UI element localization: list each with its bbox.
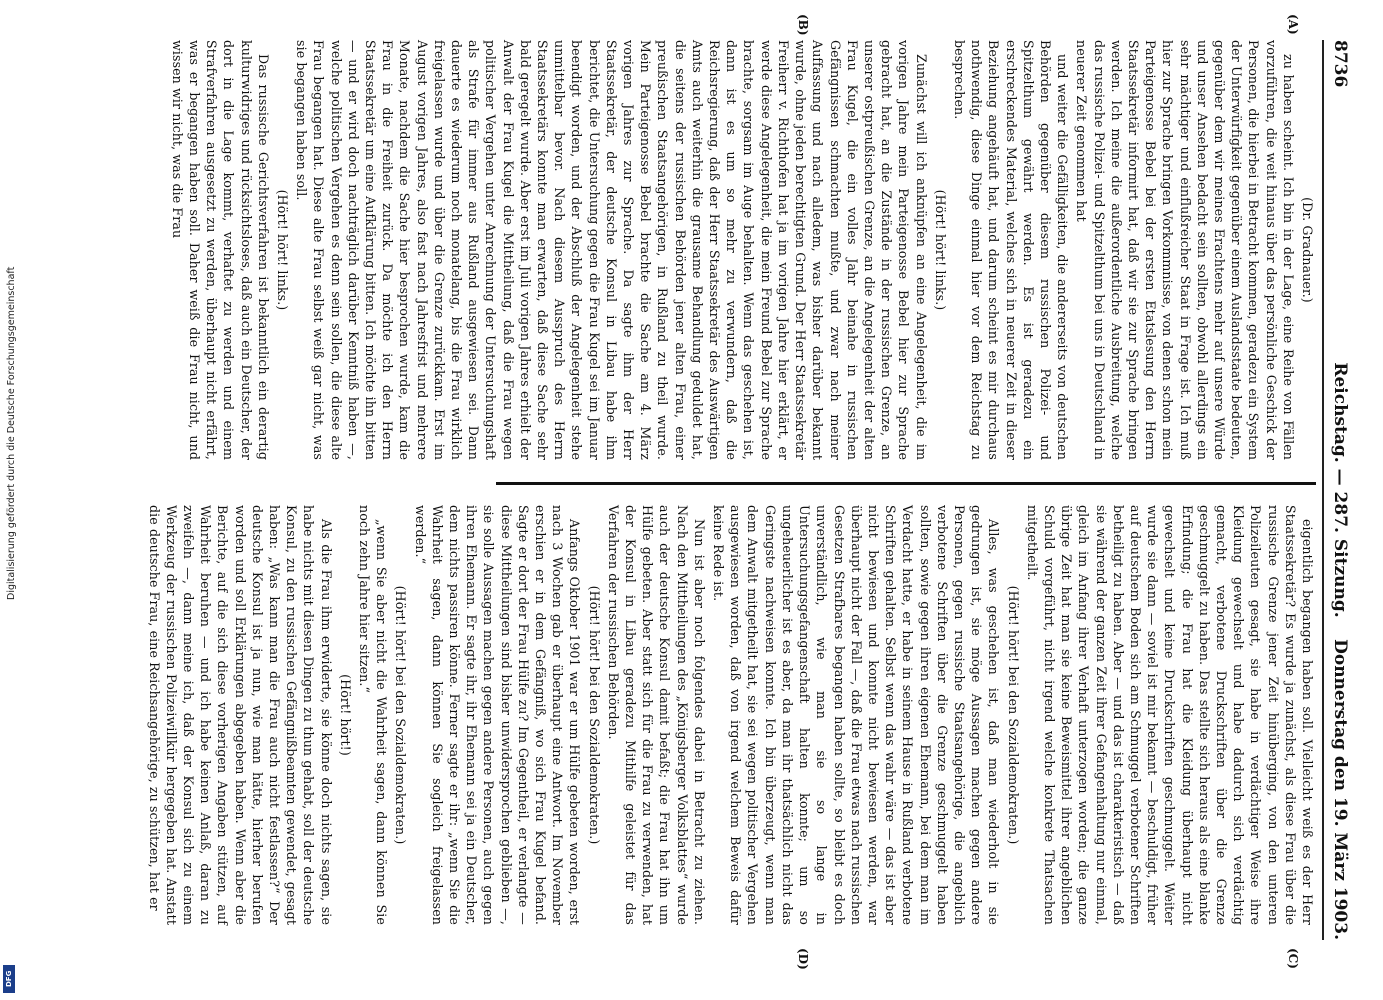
left-column-paragraph: Das russische Gerichtsverfahren ist bekanntlich ein derartig kulturwidriges und rücksichtsloses, daß auch ein Deutscher, der dort in die Lage kommt, verhaftet zu werden und einem Strafverfahren ausgesetzt zu werden, überhaupt nicht erfährt, was er begangen haben soll. Daher weiß die Frau nicht, und wissen wir nicht, was die Frau bbox=[169, 40, 271, 460]
page-title: Reichstag. — 287. Sitzung. bbox=[1330, 362, 1350, 618]
left-column-paragraph: (Dr. Gradnauer.) bbox=[1300, 197, 1315, 303]
left-column-paragraph: (Hört! hört! links.) bbox=[275, 189, 291, 311]
right-column-paragraph: (Hört! hört! bei den Sozialdemokraten.) bbox=[586, 585, 602, 845]
page-header bbox=[1324, 40, 1350, 940]
session-date: Donnerstag den 19. März 1903. bbox=[1330, 639, 1350, 940]
right-column-paragraph: Anfangs Oktober 1901 war er um Hülfe gebeten worden, erst nach 3 Wochen gab er überhaupt eine Antwort. Im November erschien er in dem Gefängniß, wo sich Frau Kugel befand. Sagte er dort der Frau Hülfe zu? Im Gegentheil, er verlangte — diese Mittheilungen sind bisher unwidersprochen geblieben —, sie solle Aussagen machen gegen andere Personen, auch gegen ihren Ehemann. Er sagte ihr, ihr Ehemann sei ja ein Deutscher, dem nichts passiren könne. Ferner sagte er ihr: „wenn Sie die Wahrheit sagen, dann können Sie sogleich freigelassen werden.“ bbox=[412, 505, 583, 925]
right-column-paragraph: eigentlich begangen haben soll. Vielleicht weiß es der Herr Staatssekretär? Es wurde ja zunächst, als diese Frau über die russische Grenze jener Zeit hinüberging, von den unteren Polizeileuten gesagt, sie habe in verdächtiger Weise ihre Kleidung gewechselt und habe dadurch sich verdächtig gemacht, verbotene Druckschriften über die Grenze geschmuggelt zu haben. Das stellte sich heraus als eine blanke Erfindung; die Frau hat die Kleidung überhaupt nicht gewechselt und keine Druckschriften geschmuggelt. Weiter wurde sie dann — soviel ist mir bekannt — beschuldigt, früher auf deutschem Boden sich am Schmuggel verbotener Schriften betheiligt zu haben. Aber — und das ist charakteristisch — daß sie während der ganzen Zeit ihrer Gefangenhaltung nur einmal, gleich im Anfang ihrer Verhaft unterzogen worden; die ganze übrige Zeit hat man sie keine Beweismittel ihrer angeblichen Schuld vorgeführt, nicht irgend welche konkrete Thatsachen mitgetheilt. bbox=[1024, 505, 1315, 925]
right-column-paragraph: Nun ist aber noch folgendes dabei in Betracht zu ziehen. Nach den Mittheilungen des „Königsberger Volksblattes“ wurde auch der deutsche Konsul damit befaßt; die Frau hat ihn um Hülfe gebeten. Aber statt sich für die Frau zu verwenden, hat der Konsul in Libau geradezu Mithilfe geleistet für das Verfahren der russischen Behörden. bbox=[605, 505, 707, 925]
right-column-paragraph: Als die Frau ihm erwiderte, sie könne doch nichts sagen, sie habe nichts mit diesen Dingen zu thun gehabt, soll der deutsche Konsul, zu den russischen Gefängnißbeamten gewendet, gesagt haben: „Was kann man die Frau auch nicht festlassen?“ Der deutsche Konsul ist ja nun, wie man hätte, hierher berufen worden und soll Erklärungen abgegeben haben. Wenn aber die Berichte, auf die sich diese vorherigen Angaben stützen, auf Wahrheit beruhen — und ich habe keinen Anlaß, daran zu zweifeln —, dann meine ich, daß der Konsul sich zu einem Werkzeug der russischen Polizeiwillkür hergegeben hat. Anstatt die deutsche Frau, eine Reichsangehörige, zu schützen, hat er bbox=[146, 505, 334, 925]
dfg-logo: DFG bbox=[3, 965, 15, 993]
margin-marker-a: (A) bbox=[1286, 14, 1300, 35]
right-column-paragraph: (Hört! hört!) bbox=[337, 674, 353, 756]
rotated-page bbox=[50, 14, 1350, 970]
margin-marker-d: (D) bbox=[796, 948, 810, 970]
right-column bbox=[143, 505, 1316, 925]
margin-marker-c: (C) bbox=[1286, 948, 1300, 969]
right-column-paragraph: (Hört! hört! bei den Sozialdemokraten.) bbox=[1005, 585, 1021, 845]
left-column-paragraph: Zunächst will ich anknüpfen an eine Angelegenheit, die im vorigen Jahre mein Parteigenosse Bebel hier zur Sprache gebracht hat, an die Zustände in der russischen Grenze, an unserer ostpreußischen Grenze, an die Angelegenheit der alten Frau Kugel, die ein volles Jahr beinahe in russischen Gefängnissen schmachten mußte, und zwar nach meiner Auffassung und nach alledem, was bisher darüber bekannt wurde, ohne jeden berechtigten Grund. Der Herr Staatssekretär Freiherr v. Richthofen hat ja im vorigen Jahre hier erklärt, er werde diese Angelegenheit, die mein Freund Bebel zur Sprache brachte, sorgsam im Auge behalten. Wenn das geschehen ist, dann ist es um so mehr zu verwundern, daß die Reichsregierung, daß der Herr Staatssekretär des Auswärtigen Amts auch weiterhin die grausame Behandlung geduldet hat, die seitens der russischen Behörden jener alten Frau, einer preußischen Staatsangehörigen, in Rußland zu theil wurde. Mein Parteigenosse Bebel brachte die Sache am 4. März vorigen Jahres zur Sprache. Da sagte ihm der Herr Staatssekretär, der deutsche Konsul in Libau habe ihm berichtet, die Untersuchung gegen die Frau Kugel sei im Januar beendigt worden, und der Abschluß der Angelegenheit stehe unmittelbar bevor. Nach diesem Ausspruch des Herrn Staatssekretärs konnte man erwarten, daß diese Sache sehr bald geregelt wurde. Aber erst im Juli vorigen Jahres erhielt der Anwalt der Frau Kugel die Mittheilung, daß die Frau wegen politischer Vergehen unter Anrechnung der Untersuchungshaft als Strafe für immer aus Rußland ausgewiesen sei. Dann dauerte es wiederum noch monatelang, bis die Frau wirklich freigelassen wurde und über die Grenze zurückkam. Erst im August vorigen Jahres, also fast nach Jahresfrist und mehrere Monate, nachdem die Sache hier besprochen wurde, kam die Frau in die Freiheit zurück. Da möchte ich den Herrn Staatssekretär um eine Aufklärung bitten. Ich möchte ihn bitten — und er wird doch nachträglich darüber Kenntniß haben —, welche politischen Vergehen es denn sein sollen, die diese alte Frau begangen hat. Diese alte Frau selbst weiß gar nicht, was sie begangen haben soll. bbox=[294, 40, 929, 460]
right-column-paragraph: „wenn Sie aber nicht die Wahrheit sagen, dann können Sie noch zehn Jahre hier sitzen.“ bbox=[357, 505, 390, 925]
left-column-paragraph: und weiter die Gefälligkeiten, die andererseits von deutschen Behörden gegenüber diesem russischen Polizei- und Spitzelthum gewährt werden. Es ist geradezu ein erschreckendes Material, welches sich in neuerer Zeit in dieser Beziehung angehäuft hat, und darum scheint es mir durchaus nothwendig, diese Dinge einmal hier vor dem Reichstag zu besprechen. bbox=[951, 40, 1071, 460]
header-rule bbox=[1322, 40, 1324, 940]
right-column-paragraph: Alles, was geschehen ist, daß man wiederholt in sie gedrungen ist, sie möge Aussagen machen gegen andere Personen, gegen russische Staatsangehörige, die angeblich verbotene Schriften über die Grenze geschmuggelt haben sollten, sowie gegen ihren eigenen Ehemann, bei dem man im Verdacht hatte, er habe in seinem Hause in Rußland verbotene Schriften gehalten. Selbst wenn das wahr wäre — das ist aber nicht bewiesen und konnte nicht bewiesen werden, war überhaupt nicht der Fall —, daß die Frau etwas nach russischen Gesetzen Strafbares begangen haben sollte, so bleibt es doch unverständlich, wie man sie so lange in Untersuchungsgefangenschaft halten konnte; um so ungeheuerlicher ist es aber, da man ihr thatsächlich nicht das Geringste nachweisen konnte. Ich bin überzeugt, wenn man dem Anwalt mitgetheilt hat, sie sei wegen politischer Vergehen ausgewiesen worden, daß von irgend welchem Beweis dafür keine Rede ist. bbox=[711, 505, 1002, 925]
margin-marker-b: (B) bbox=[796, 14, 810, 36]
left-column-paragraph: (Hört! hört! links.) bbox=[932, 189, 948, 311]
page-number: 8736 bbox=[1330, 40, 1350, 88]
left-column-paragraph: zu haben scheint. Ich bin in der Lage, eine Reihe von Fällen vorzuführen, die weit hinaus über das persönliche Geschick der Personen, die hierbei in Betracht kommen, geradezu ein System der Unterwürfigkeit gegenüber einem Auslandsstaate bedeuten, gegenüber dem wir meines Erachtens mehr auf unsere Würde und unser Ansehen bedacht sein sollten, obwohl allerdings ein sehr mächtiger und einflußreicher Staat in Frage ist. Ich muß hier zur Sprache bringen Vorkommnisse, von denen schon mein Parteigenosse Bebel bei der ersten Etatslesung den Herrn Staatssekretär informirt hat, daß wir sie zur Sprache bringen werden. Ich meine die außerordentliche Ausbreitung, welche das russische Polizei- und Spitzelthum bei uns in Deutschland in neuerer Zeit genommen hat bbox=[1074, 40, 1296, 460]
column-divider bbox=[496, 482, 1316, 485]
left-column bbox=[167, 40, 1316, 460]
right-column-paragraph: (Hört! hört! bei den Sozialdemokraten.) bbox=[393, 585, 409, 845]
funding-note: Digitalisierung gefördert durch die Deutsche Forschungsgemeinschaft bbox=[6, 266, 17, 600]
